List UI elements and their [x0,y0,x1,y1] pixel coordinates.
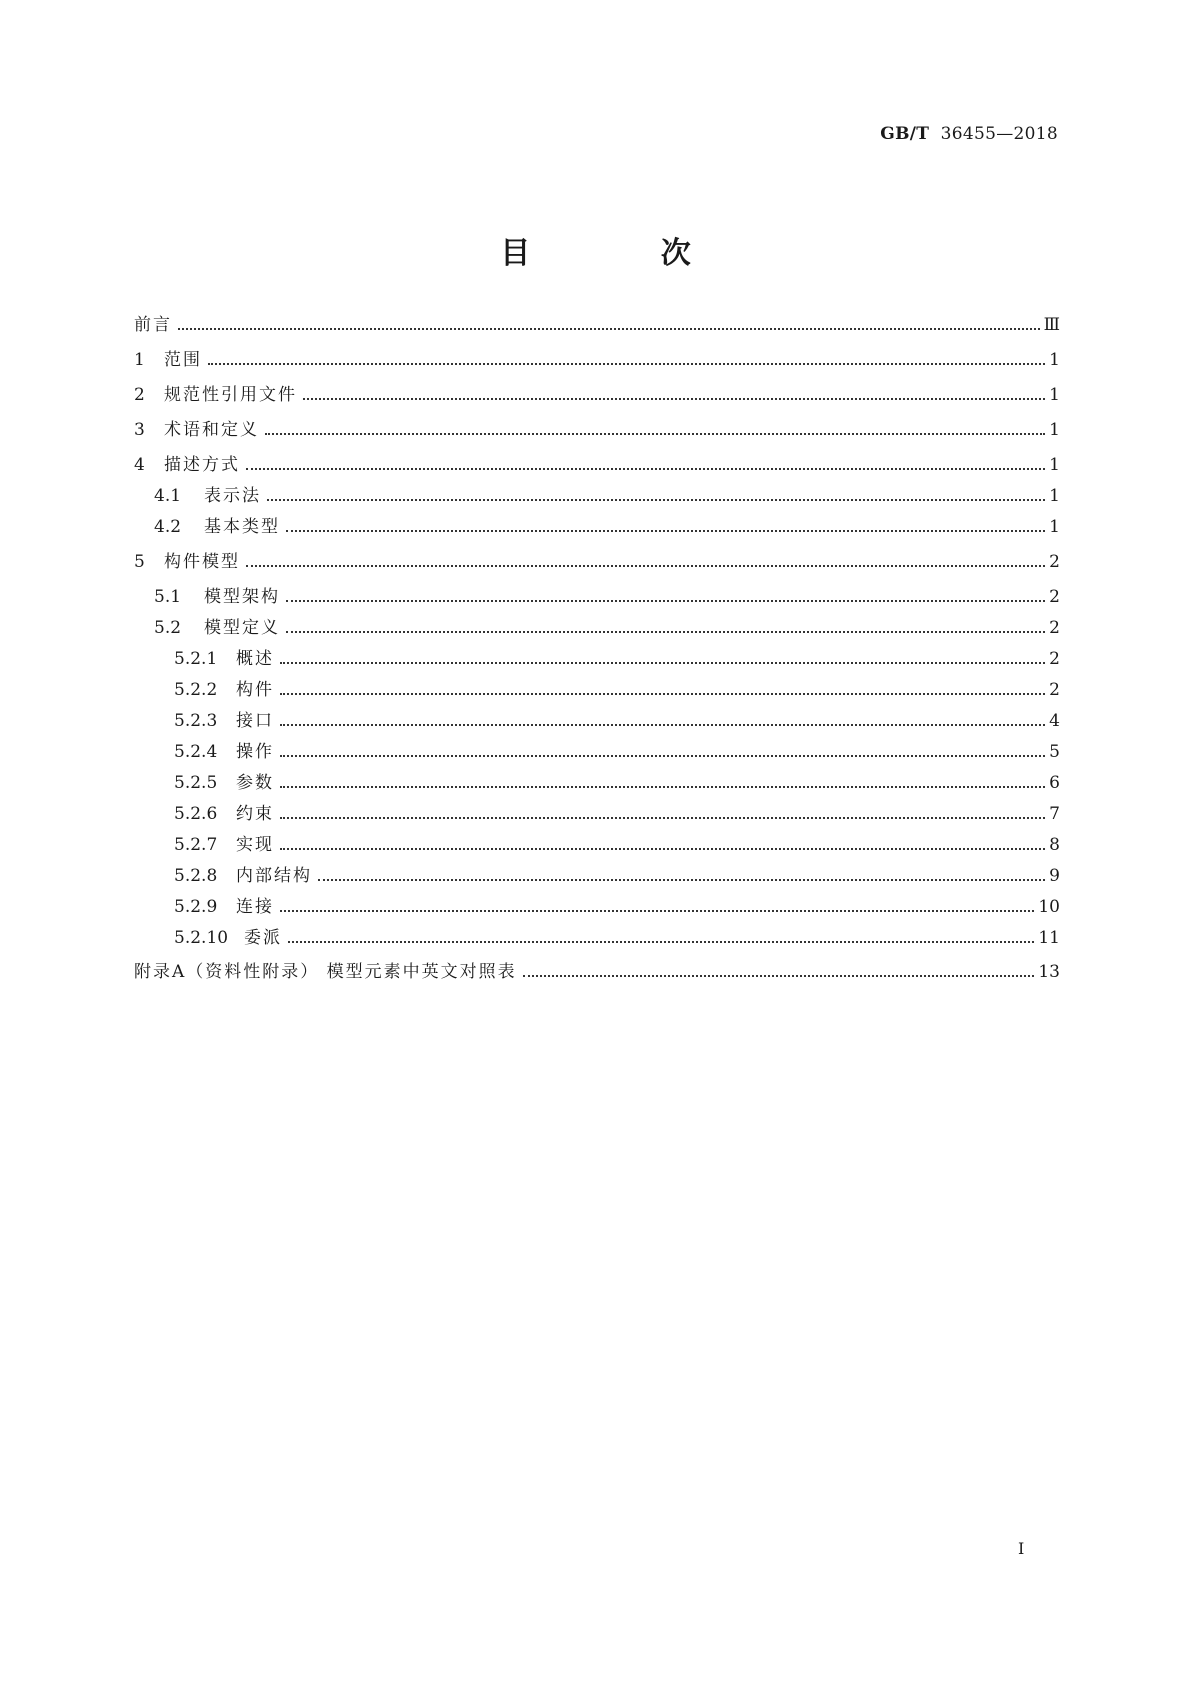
toc-leader-dots [523,965,1035,977]
toc-entry-page: 7 [1049,804,1060,824]
toc-entry-page: 10 [1038,897,1060,917]
page-number: Ⅰ [1018,1539,1025,1558]
toc-entry-page: 5 [1049,742,1060,762]
toc-entry[interactable] [174,831,1060,855]
toc-entry-page: 11 [1038,928,1060,948]
toc-entry-label: 接口 [236,711,274,731]
toc-entry[interactable] [154,513,1060,537]
toc-entry-label: 前言 [134,315,172,335]
toc-leader-dots [280,652,1045,664]
toc-leader-dots [280,776,1045,788]
toc-leader-dots [280,683,1045,695]
toc-entry-number: 5.2.8 [174,866,218,886]
toc-entry-page: 1 [1049,350,1060,370]
toc-entry-label: 描述方式 [164,455,240,475]
toc-entry-number: 5.2.5 [174,773,218,793]
toc-leader-dots [265,423,1045,435]
toc-leader-dots [288,931,1034,943]
toc-entry-page: 2 [1049,680,1060,700]
toc-leader-dots [280,838,1045,850]
toc-entry[interactable] [134,416,1060,440]
toc-entry[interactable] [174,862,1060,886]
toc-entry-label: 连接 [236,897,274,917]
toc-entry-page: 2 [1049,649,1060,669]
toc-entry-page: 1 [1049,517,1060,537]
toc-leader-dots [280,745,1045,757]
toc-entry-page: 13 [1038,962,1060,982]
toc-entry[interactable] [134,451,1060,475]
toc-entry-number: 5.2.6 [174,804,218,824]
toc-entry[interactable] [134,346,1060,370]
toc-entry[interactable] [174,924,1060,948]
toc-leader-dots [286,520,1045,532]
toc-entry-number: 5.2.3 [174,711,218,731]
toc-entry-page: 2 [1049,587,1060,607]
toc-entry-number: 4 [134,455,145,475]
toc-leader-dots [280,714,1045,726]
toc-leader-dots [280,900,1034,912]
toc-entry[interactable] [174,893,1060,917]
toc-entry-label: 概述 [236,649,274,669]
toc-leader-dots [318,869,1045,881]
toc-leader-dots [208,353,1045,365]
toc-entry[interactable] [134,548,1060,572]
toc-entry-label: 模型定义 [204,618,280,638]
toc-entry-page: 1 [1049,385,1060,405]
toc-entry-label: 实现 [236,835,274,855]
toc-entry-number: 3 [134,420,145,440]
toc-entry[interactable] [174,707,1060,731]
toc-entry-number: 5.2.2 [174,680,218,700]
toc-entry-label: 范围 [164,350,202,370]
toc-leader-dots [303,388,1045,400]
toc-entry-number: 5 [134,552,145,572]
toc-entry[interactable] [154,482,1060,506]
toc-entry-page: 6 [1049,773,1060,793]
toc-entry[interactable] [134,311,1060,335]
toc-entry-label: 委派 [244,928,282,948]
toc-entry-page: Ⅲ [1043,315,1060,335]
toc-entry-number: 5.2.4 [174,742,218,762]
toc-entry-page: 9 [1049,866,1060,886]
toc-entry-number: 5.2.1 [174,649,218,669]
toc-entry-label: 规范性引用文件 [164,385,297,405]
toc-entry-page: 1 [1049,486,1060,506]
toc-leader-dots [286,621,1045,633]
toc-entry[interactable] [174,676,1060,700]
toc-entry-number: 5.2.9 [174,897,218,917]
toc-entry[interactable] [174,738,1060,762]
toc-leader-dots [246,555,1045,567]
toc-entry[interactable] [174,800,1060,824]
toc-entry-number: 4.2 [154,517,182,537]
toc-leader-dots [286,590,1045,602]
toc-entry-label: 表示法 [204,486,261,506]
toc-entry-number: 5.2.7 [174,835,218,855]
toc-entry-page: 2 [1049,552,1060,572]
toc-entry-page: 4 [1049,711,1060,731]
toc-entry[interactable] [134,381,1060,405]
standard-year: 36455—2018 [940,124,1058,144]
toc-entry-number: 2 [134,385,145,405]
toc-entry-label: 内部结构 [236,866,312,886]
toc-entry[interactable] [174,769,1060,793]
toc-leader-dots [246,458,1045,470]
toc-entry-label: 基本类型 [204,517,280,537]
toc-leader-dots [280,807,1045,819]
standard-number [0,124,1058,144]
toc-entry-label: 模型架构 [204,587,280,607]
toc-entry-number: 1 [134,350,145,370]
toc-entry-page: 1 [1049,420,1060,440]
toc-entry-label: 操作 [236,742,274,762]
toc-entry-number: 5.2 [154,618,182,638]
toc-entry[interactable] [134,958,1060,982]
toc-entry[interactable] [154,583,1060,607]
toc-entry-page: 1 [1049,455,1060,475]
toc-entry-number: 5.1 [154,587,182,607]
toc-leader-dots [178,318,1040,330]
page-title: 目 次 [500,236,751,271]
toc-entry-label: 参数 [236,773,274,793]
toc-entry-page: 8 [1049,835,1060,855]
toc-entry-number: 5.2.10 [174,928,229,948]
toc-leader-dots [267,489,1045,501]
toc-entry-label: 附录A（资料性附录） 模型元素中英文对照表 [134,962,517,982]
toc-entry-label: 构件模型 [164,552,240,572]
toc-entry-label: 约束 [236,804,274,824]
toc-entry-label: 构件 [236,680,274,700]
toc-entry[interactable] [174,645,1060,669]
toc-entry[interactable] [154,614,1060,638]
toc-entry-page: 2 [1049,618,1060,638]
toc-entry-label: 术语和定义 [164,420,259,440]
toc-entry-number: 4.1 [154,486,182,506]
standard-code: GB/T [880,124,930,144]
